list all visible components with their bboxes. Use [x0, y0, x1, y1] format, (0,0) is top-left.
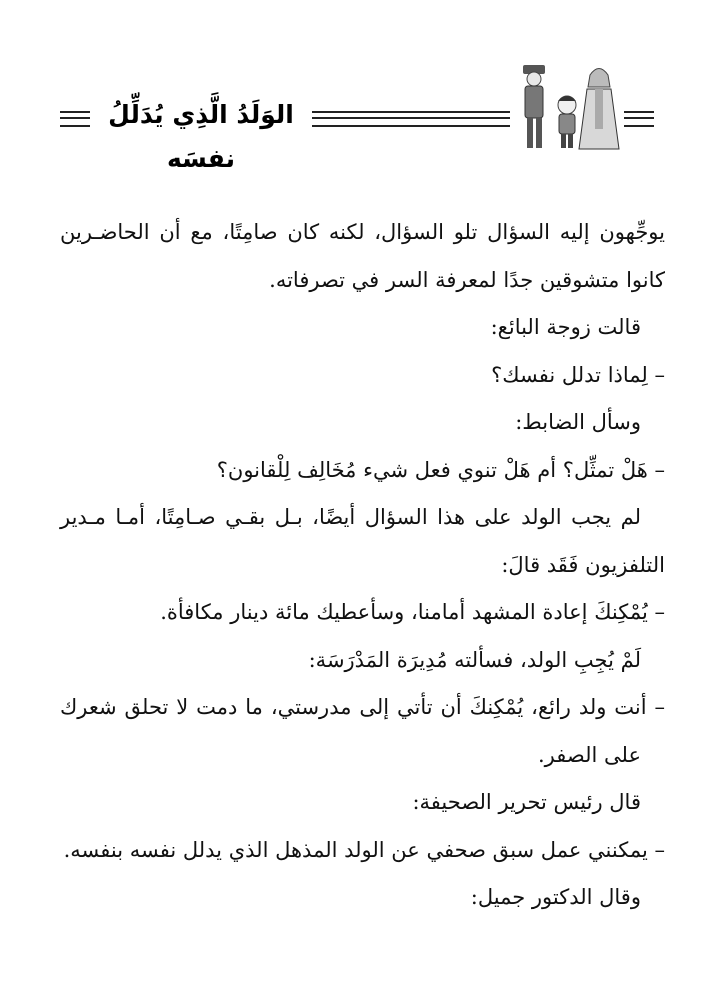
- text-line: – يُمْكِنكَ إعادة المشهد أمامنا، وسأعطيك مائة دينار مكافأة.: [160, 600, 665, 624]
- text-line: قال رئيس تحرير الصحيفة:: [412, 790, 641, 814]
- decorative-rule-left: [60, 111, 90, 127]
- text-line: التلفزيون فَقَد قالَ:: [501, 552, 665, 577]
- text-line: – لِماذا تدلل نفسك؟: [491, 362, 665, 387]
- text-line: على الصفر.: [538, 742, 641, 767]
- text-line: – أنت ولد رائع، يُمْكِنكَ أن تأتي إلى مدرستي، ما دمت لا تحلق شعرك: [60, 695, 665, 719]
- text-line: قالت زوجة البائع:: [490, 315, 641, 339]
- story-text: [60, 209, 665, 922]
- decorative-rule-right: [624, 111, 654, 127]
- text-line: وسأل الضابط:: [515, 410, 641, 434]
- page-header: [0, 55, 720, 173]
- family-illustration-icon: [515, 63, 625, 153]
- text-line: – يمكنني عمل سبق صحفي عن الولد المذهل الذي يدلل نفسه بنفسه.: [63, 837, 665, 862]
- text-line: وقال الدكتور جميل:: [470, 885, 641, 909]
- decorative-rule-middle: [312, 111, 510, 127]
- text-line: لم يجب الولد على هذا السؤال أيضًا، بـل بقـي صـامِتًا، أمـا مـدير: [60, 505, 641, 529]
- text-line: لَمْ يُجِبِ الولد، فسألته مُدِيرَة المَدْرَسَة:: [308, 647, 641, 672]
- text-line: يوجِّهون إليه السؤال تلو السؤال، لكنه كان صامِتًا، مع أن الحاضـرين: [60, 220, 665, 244]
- text-line: – هَلْ تمثِّل؟ أم هَلْ تنوي فعل شيء مُخَالِف لِلْقانون؟: [216, 457, 665, 482]
- text-line: كانوا متشوقين جدًا لمعرفة السر في تصرفاته.: [269, 267, 665, 292]
- chapter-title: الوَلَدُ الَّذِي يُدَلِّلُ نفسَه: [108, 100, 294, 173]
